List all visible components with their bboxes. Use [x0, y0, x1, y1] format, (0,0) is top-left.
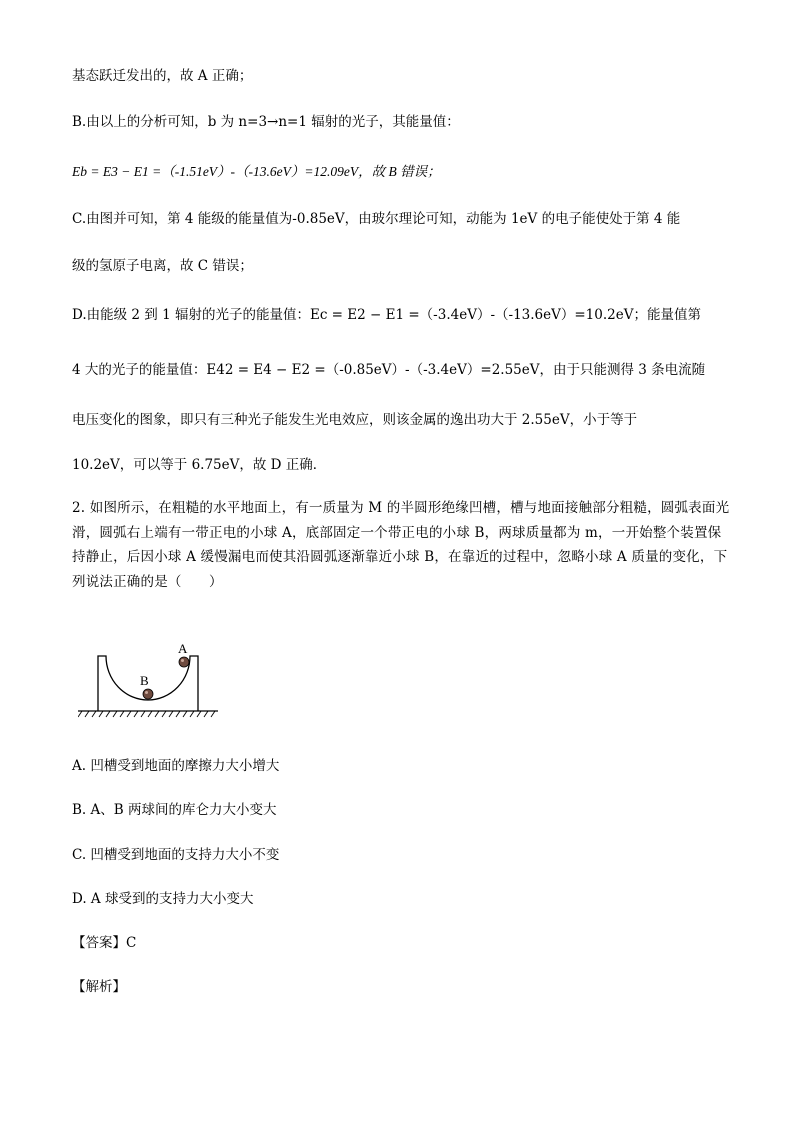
option-b[interactable]: B. A、B 两球间的库仑力大小变大 — [72, 802, 277, 818]
solution-line-2: B.由以上的分析可知，b 为 n=3→n=1 辐射的光子，其能量值： — [72, 114, 460, 130]
question-text: 2. 如图所示，在粗糙的水平地面上，有一质量为 M 的半圆形绝缘凹槽，槽与地面接触部分粗糙，圆弧表面光滑，圆弧右上端有一带正电的小球 A，底部固定一个带正电的小球 B，两球质量都为 m，一开始整个装置保持静止，后因小球 A 缓慢漏电而使其沿圆弧逐渐靠近小球 B，在靠近的过程中，忽略小球 A 质量的变化，下列说法正确的是（ ） — [72, 500, 730, 590]
solution-line-3: Eb = E3 − E1 =（-1.51eV）-（-13.6eV）=12.09eV，故 B 错误； — [72, 164, 441, 179]
option-c[interactable]: C. 凹槽受到地面的支持力大小不变 — [72, 847, 280, 863]
analysis-label: 【解析】 — [72, 979, 126, 995]
answer-label: 【答案】C — [72, 935, 137, 951]
groove-diagram — [78, 640, 220, 720]
ground-hatch — [78, 711, 215, 717]
solution-line-8: 电压变化的图象，即只有三种光子能发生光电效应，则该金属的逸出功大于 2.55eV，小于等于 — [72, 412, 638, 428]
label-a: A — [178, 641, 188, 656]
solution-line-6: D.由能级 2 到 1 辐射的光子的能量值：Ec = E2 − E1 =（-3.4eV）-（-13.6eV）=10.2eV；能量值第 — [72, 307, 701, 323]
solution-line-9: 10.2eV，可以等于 6.75eV，故 D 正确． — [72, 457, 327, 473]
option-a[interactable]: A. 凹槽受到地面的摩擦力大小增大 — [72, 758, 280, 774]
ball-b — [143, 689, 153, 699]
solution-line-7: 4 大的光子的能量值：E42 = E4 − E2 =（-0.85eV）-（-3.4eV）=2.55eV，由于只能测得 3 条电流随 — [72, 362, 706, 378]
label-b: B — [140, 673, 149, 688]
ball-a — [179, 657, 189, 667]
solution-line-1: 基态跃迁发出的，故 A 正确； — [72, 68, 253, 84]
solution-line-5: 级的氢原子电离，故 C 错误； — [72, 258, 253, 274]
option-d[interactable]: D. A 球受到的支持力大小变大 — [72, 891, 254, 907]
groove-figure — [78, 640, 220, 720]
solution-line-4: C.由图并可知，第 4 能级的能量值为-0.85eV，由玻尔理论可知，动能为 1eV 的电子能使处于第 4 能 — [72, 211, 681, 227]
